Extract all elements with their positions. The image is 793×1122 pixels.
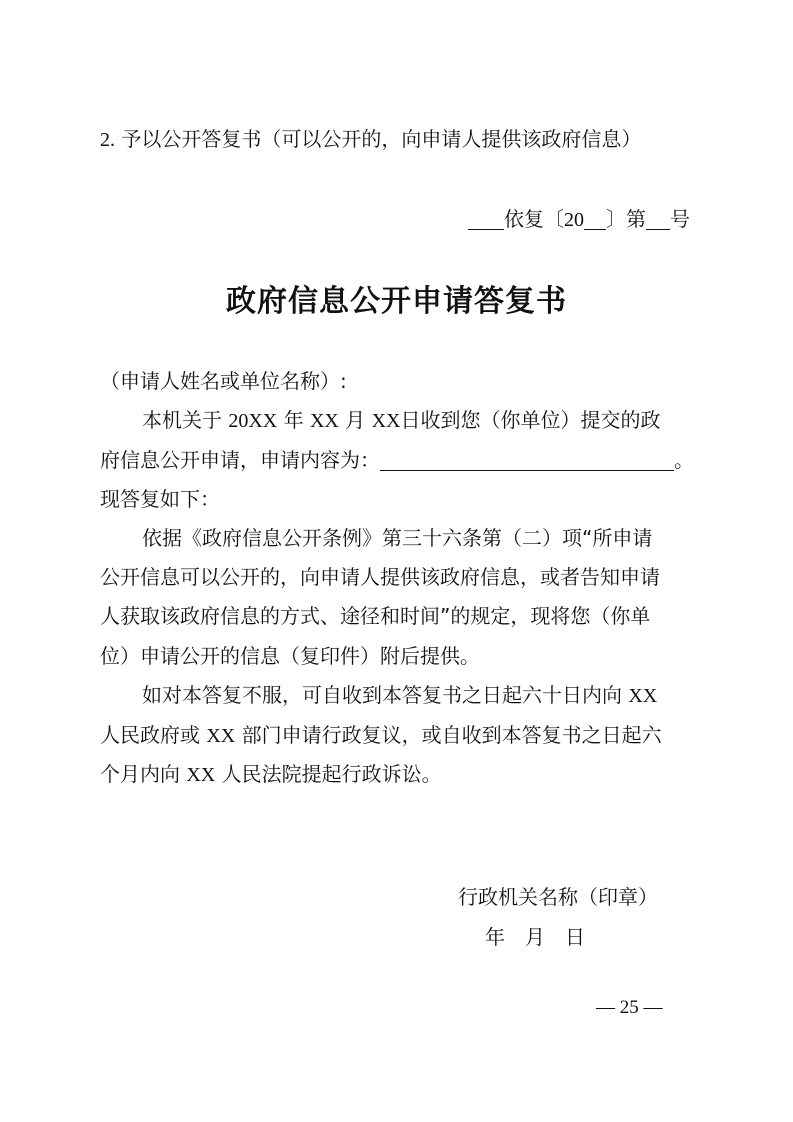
year-placeholder: 20XX	[228, 410, 278, 432]
page-number: — 25 —	[596, 997, 663, 1018]
day-placeholder: XX	[371, 410, 401, 432]
signature-date: 年 月 日	[485, 925, 585, 949]
text: 本机关于	[142, 408, 222, 432]
reference-number-blank	[646, 207, 670, 230]
paragraph-2-line-2: 公开信息可以公开的，向申请人提供该政府信息，或者告知申请	[100, 565, 660, 589]
text: 人民政府或	[100, 723, 200, 747]
reference-year-blank	[584, 207, 606, 230]
paragraph-3-line-3	[100, 759, 442, 790]
reference-prefix-blank	[468, 207, 504, 230]
item-heading	[100, 124, 641, 155]
item-number: 2.	[100, 129, 115, 151]
text: 个月内向	[100, 762, 180, 786]
document-reference	[468, 204, 690, 235]
text: 部门申请行政复议，或自收到本答复书之日起六	[241, 723, 662, 747]
paragraph-3-line-1	[142, 680, 657, 711]
signature-organization: 行政机关名称（印章）	[458, 885, 658, 909]
reference-year-prefix: 20	[564, 209, 584, 231]
paragraph-2-line-3: 人获取该政府信息的方式、途径和时间”的规定，现将您（你单	[100, 604, 651, 628]
paragraph-2-line-4: 位）申请公开的信息（复印件）附后提供。	[100, 644, 480, 668]
month-placeholder: XX	[309, 410, 339, 432]
text: 月	[345, 408, 366, 432]
reference-number-label: 〕第	[606, 207, 646, 231]
paragraph-2-line-1: 依据《政府信息公开条例》第三十六条第（二）项“所申请	[142, 526, 653, 550]
item-heading-text: 予以公开答复书（可以公开的，向申请人提供该政府信息）	[121, 127, 642, 151]
text: 人民法院提起行政诉讼。	[221, 762, 442, 786]
placeholder: XX	[628, 685, 658, 707]
paragraph-1-line-2	[100, 445, 694, 475]
reference-label: 依复〔	[504, 207, 564, 231]
addressee: （申请人姓名或单位名称）:	[100, 369, 347, 393]
placeholder: XX	[206, 725, 236, 747]
paragraph-1-line-1	[142, 405, 660, 436]
text: 府信息公开申请，申请内容为：	[100, 448, 380, 472]
text: 日收到您（你单位）提交的政	[400, 408, 661, 432]
paragraph-3-line-2	[100, 720, 662, 751]
paragraph-1-line-3: 现答复如下：	[100, 487, 220, 511]
text: 。	[674, 448, 694, 472]
document-title: 政府信息公开申请答复书	[226, 284, 567, 319]
reference-suffix: 号	[670, 207, 690, 231]
text: 年	[283, 408, 304, 432]
placeholder: XX	[186, 764, 216, 786]
text: 如对本答复不服，可自收到本答复书之日起六十日内向	[142, 683, 622, 707]
content-blank	[380, 448, 674, 471]
